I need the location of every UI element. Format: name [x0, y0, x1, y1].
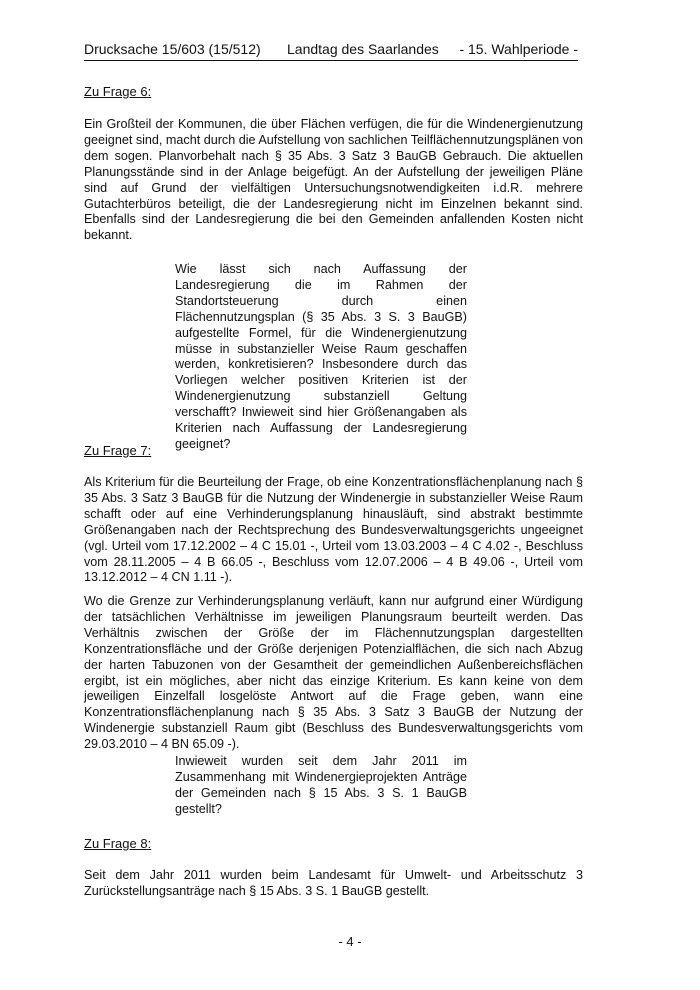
- question-8: Inwieweit wurden seit dem Jahr 2011 im Zusammenhang mit Windenergieprojekten Anträge der Gemeinden nach § 15 Abs. 3 S. 1 BauGB gestellt?: [175, 754, 467, 816]
- answer-paragraph-7-1: Als Kriterium für die Beurteilung der Frage, ob eine Konzentrationsflächenplanung nach § 35 Abs. 3 Satz 3 BauGB für die Nutzung der Windenergie in substanzieller Weise Raum schafft oder auf eine Verhinderungsplanung hinausläuft, sind abstrakt bestimmte Größenangaben nach der Rechtsprechung des Bundesverwaltungsgerichts ungeeignet (vgl. Urteil vom 17.12.2002 – 4 C 15.01 -, Urteil vom 13.03.2003 – 4 C 4.02 -, Beschluss vom 28.11.2005 – 4 B 66.05 -, Beschluss vom 12.07.2006 – 4 B 49.06 -, Urteil vom 13.12.2012 – 4 CN 1.11 -).: [84, 475, 583, 585]
- parliament-name: Landtag des Saarlandes: [287, 41, 439, 57]
- answer-heading-6: Zu Frage 6:: [84, 84, 152, 99]
- answer-heading-7: Zu Frage 7:: [84, 443, 152, 458]
- answer-paragraph-7-2: Wo die Grenze zur Verhinderungsplanung verläuft, kann nur aufgrund einer Würdigung der tatsächlichen Verhältnisse im jeweiligen Planungsraum beurteilt werden. Das Verhältnis zwischen der Größe der im Flächennutzungsplan dargestellten Konzentrationsfläche und der Größe derjenigen Potenzialflächen, die sich nach Abzug der harten Tabuzonen von der Gesamtheit der gemeindlichen Außenbereichsflächen ergibt, ist ein mögliches, aber nicht das einzige Kriterium. Es kann keine von dem jeweiligen Einzelfall losgelöste Antwort auf die Frage geben, wann eine Konzentrationsflächenplanung nach § 35 Abs. 3 Satz 3 BauGB der Nutzung der Windenergie substanziell Raum gibt (Beschluss des Bundesverwaltungsgerichts vom 29.03.2010 – 4 BN 65.09 -).: [84, 594, 583, 752]
- page-number: - 4 -: [338, 934, 362, 949]
- answer-heading-8: Zu Frage 8:: [84, 836, 152, 851]
- document-number: Drucksache 15/603 (15/512): [84, 41, 261, 57]
- answer-paragraph-6: Ein Großteil der Kommunen, die über Flächen verfügen, die für die Windenergienutzung geeignet sind, macht durch die Aufstellung von sachlichen Teilflächennutzungsplänen von dem sogen. Planvorbehalt nach § 35 Abs. 3 Satz 3 BauGB Gebrauch. Die aktuellen Planungsstände sind in der Anlage beigefügt. An der Aufstellung der jeweiligen Pläne sind auf Grund der vielfältigen Untersuchungsnotwendigkeiten i.d.R. mehrere Gutachterbüros beteiligt, die der Landesregierung nicht im Einzelnen bekannt sind. Ebenfalls sind der Landesregierung die bei den Gemeinden anfallenden Kosten nicht bekannt.: [84, 117, 583, 243]
- answer-paragraph-8: Seit dem Jahr 2011 wurden beim Landesamt für Umwelt- und Arbeitsschutz 3 Zurückstellungsanträge nach § 15 Abs. 3 S. 1 BauGB gestellt.: [84, 868, 583, 898]
- legislative-period: - 15. Wahlperiode -: [459, 41, 578, 57]
- page-header: [84, 40, 578, 61]
- question-7: Wie lässt sich nach Auffassung der Landesregierung die im Rahmen der Standortsteuerung durch einen Flächennutzungsplan (§ 35 Abs. 3 S. 3 BauGB) aufgestellte Formel, für die Windenergienutzung müsse in substanzieller Weise Raum geschaffen werden, konkretisieren? Insbesondere durch das Vorliegen welcher positiven Kriterien ist der Windenergienutzung substanziell Geltung verschafft? Inwieweit sind hier Größenangaben als Kriterien nach Auffassung der Landesregierung geeignet?: [175, 262, 467, 451]
